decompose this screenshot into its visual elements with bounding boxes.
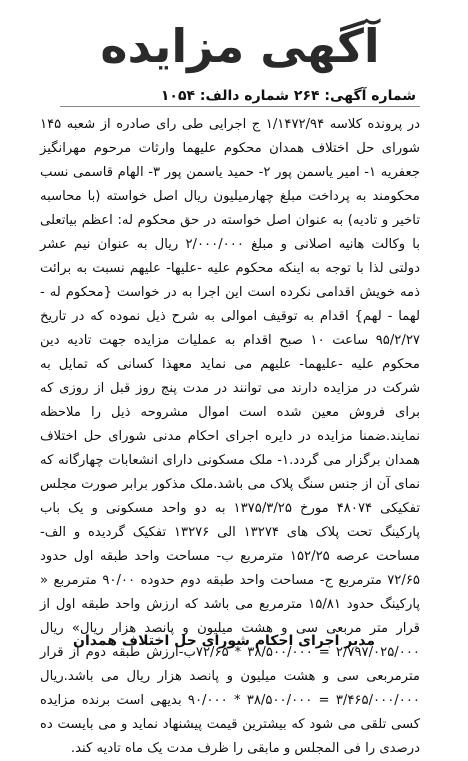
notice-number-line: شماره آگهی: ۲۶۴ شماره دالف: ۱۰۵۴ <box>160 88 416 104</box>
notice-signature: مدیر اجرای احکام شورای حل اختلاف همدان <box>73 633 375 649</box>
notice-title: آگهی مزایده <box>100 19 380 73</box>
header-divider <box>60 106 420 107</box>
notice-body: در پرونده کلاسه ۱/۱۴۷۲/۹۴ ج اجرایی طی رای صادره از شعبه ۱۴۵ شورای حل اختلاف همدان محکوم علیهما وارثات مرحوم مهرانگیز جعفریه ۱- امیر یاسمن پور ۲- حمید یاسمن پور ۳- الهام قاسمی نسب محکومند به پرداخت مبلغ چهارمیلیون ریال اصل خواسته (با محاسبه تاخیر و تادیه) به عنوان اصل خواسته در حق محکوم له: اعظم بیاتعلی با وکالت هانیه اصلانی و مبلغ ۲/۰۰۰/۰۰۰ ریال به عنوان نیم عشر دولتی لذا با توجه به اینکه محکوم علیه -علیها- علیهم نسبت به برائت ذمه خویش اقدامی نکرده است این اجرا به در خواست {محکوم له - لهما - لهم} اقدام به توقیف اموالی به شرح ذیل نموده که در تاریخ ۹۵/۲/۲۷ ساعت ۱۰ صبح اقدام به عملیات مزایده جهت تادیه دین محکوم علیه -علیهما- علیهم می نماید معهذا کسانی که تمایل به شرکت در مزایده دارند می توانند در مدت پنج روز قبل از روزی که برای فروش معین شده است اموال مشروحه ذیل را ملاحظه نمایند.ضمنا مزایده در دایره اجرای احکام مدنی شورای حل اختلاف همدان برگزار می گردد.۱- ملک مسکونی دارای انشعابات چهارگانه که نمای آن از جنس سنگ پلاک می باشد.ملک مذکور برابر صورت مجلس تفکیکی ۴۸۰۷۴ مورخ ۱۳۷۵/۳/۲۵ به دو واحد مسکونی و یک باب پارکینگ تحت پلاک های ۱۳۲۷۴ الی ۱۳۲۷۶ تفکیک گردیده و الف- مساحت عرصه ۱۵۲/۲۵ مترمربع ب- مساحت واحد طبقه اول حدود ۷۲/۶۵ مترمربع ج- مساحت واحد طبقه دوم حدوده ۹۰/۰۰ مترمربع « پارکینگ حدود ۱۵/۸۱ مترمربع می باشد که ارزش واحد طبقه اول از قرار متر مربعی سی و هشت میلیون و پانصد هزار ریال» ریال ۲/۷۹۷/۰۲۵/۰۰۰ = ۳۸/۵۰۰/۰۰۰ * ۷۲/۶۵ب-ارزش طبقه دوم از قرار مترمربعی سی و هشت میلیون و پانصد هزار ریال می باشد.ریال ۳/۴۶۵/۰۰۰/۰۰۰ = ۳۸/۵۰۰/۰۰۰ * ۹۰/۰۰۰ بدیهی است برنده مزایده کسی تلقی می شود که بیشترین قیمت پیشنهاد نماید و می بایست ده درصدی را فی المجلس و مابقی را ظرف مدت یک ماه تادیه کند. <box>40 117 421 756</box>
